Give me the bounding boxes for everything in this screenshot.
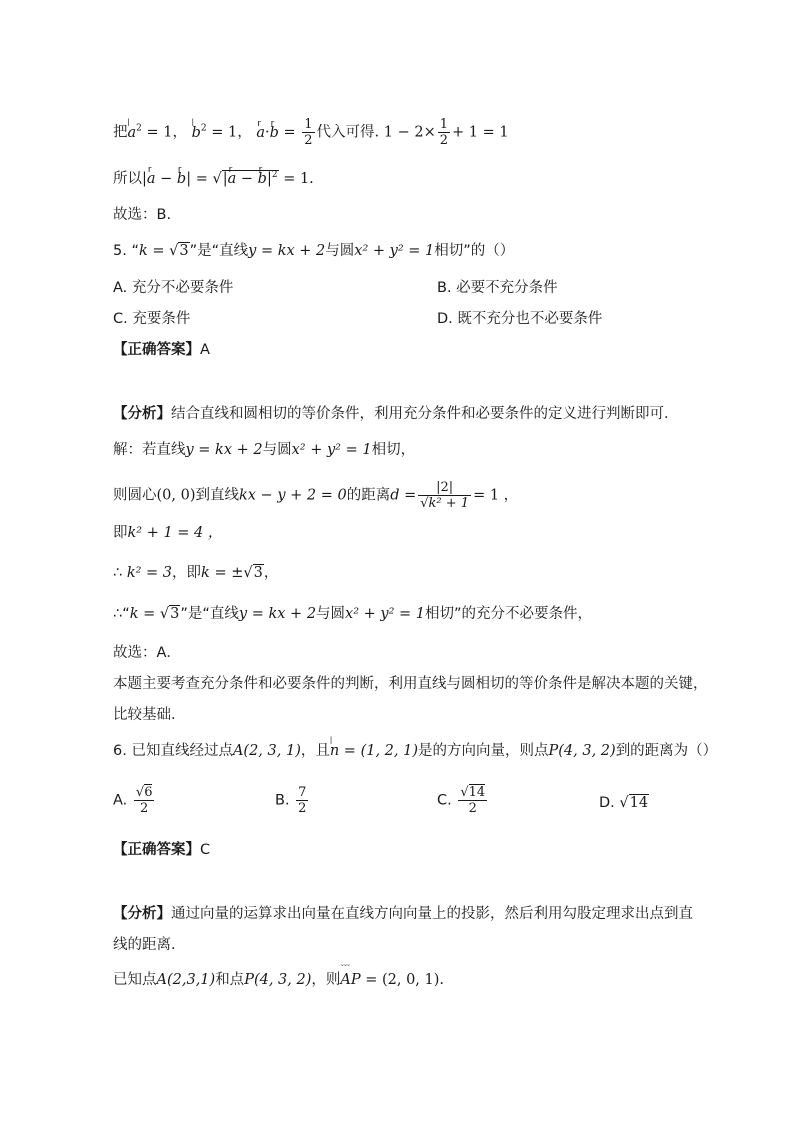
text: 代入可得 xyxy=(316,124,375,141)
q6-answer xyxy=(113,840,210,860)
text: 已知点 xyxy=(113,972,157,988)
text: 则圆心 xyxy=(113,487,157,504)
text: kx − y + 2 = 0 xyxy=(238,487,347,504)
text: 通过向量的运算求出向量在直线方向向量上的投影，然后利用勾股定理求出点到直 xyxy=(171,906,693,922)
analysis-5-step-4: ∴ k² = 3，即k = ±√3， xyxy=(113,565,279,581)
text: ”是“直线 xyxy=(180,606,239,622)
q5-option-d: D. 既不充分也不必要条件 xyxy=(437,311,603,327)
fraction-half: $\frac{1}{2}$ xyxy=(304,117,313,148)
text: y = kx + 2 xyxy=(238,606,317,622)
text: x² + y² = 1 xyxy=(345,606,426,622)
text: 所以 xyxy=(113,171,142,187)
text: A(2, 3, 1) xyxy=(232,743,301,759)
vector-b-squared: ∣ b xyxy=(192,123,201,143)
text: 与圆 xyxy=(325,243,355,259)
text: ， xyxy=(263,565,279,581)
text: = 1 ， xyxy=(473,487,519,504)
vector-a: r a xyxy=(256,123,265,143)
text: = xyxy=(283,124,296,141)
text: 到直线 xyxy=(195,487,239,504)
text: P(4, 3, 2) xyxy=(548,743,616,759)
text: x² + y² = 1 xyxy=(291,442,372,458)
text: ∣ n = (1, 2, 1) xyxy=(330,741,418,761)
text: y = kx + 2 xyxy=(248,243,326,259)
vector-a-squared: ∣ a xyxy=(128,123,137,143)
question-6 xyxy=(113,741,717,761)
q6-option-b: B. $\frac{7}{2}$ xyxy=(275,785,307,816)
text: (0, 0) xyxy=(156,487,196,504)
choose-b: 故选：B. xyxy=(113,207,172,223)
text: 的距离 xyxy=(346,487,391,504)
text-line-magnitude: 所以|r a − r b| = √|r a − r $b|^2 = 1$. xyxy=(113,169,314,189)
text: 6. 已知直线经过点 xyxy=(113,743,233,759)
text: A xyxy=(200,342,210,358)
analysis-5-intro xyxy=(113,404,679,424)
text: ∴ xyxy=(113,565,127,581)
text: = 1， xyxy=(211,124,252,141)
text: 【正确答案】 xyxy=(113,342,200,358)
text: 到的距离为（） xyxy=(615,743,718,759)
q5-option-a: A. 充分不必要条件 xyxy=(113,280,234,296)
text: 是的方向向量，则点 xyxy=(418,743,549,759)
q6-option-a: A. $\frac{√6}{2}$ xyxy=(113,785,153,816)
q5-option-c: C. 充要条件 xyxy=(113,311,191,327)
text: k² + 1 = 4 ， xyxy=(127,525,223,541)
text: ，即 xyxy=(172,565,202,581)
text: B. xyxy=(275,792,290,809)
sqrt-expression: √|r a − r $b|^2$ xyxy=(212,170,278,187)
analysis-6-step-1 xyxy=(113,970,444,990)
text: ，则 xyxy=(311,972,341,988)
q5-option-b: B. 必要不充分条件 xyxy=(437,280,558,296)
text: P(4, 3, 2) xyxy=(244,972,312,988)
text: 相切， xyxy=(371,442,416,458)
text: k = xyxy=(138,243,170,259)
text: C xyxy=(200,842,211,858)
analysis-5-step-1 xyxy=(113,440,415,460)
text: k = xyxy=(129,606,160,622)
q6-option-c: C. $\frac{√14}{2}$ xyxy=(437,785,486,816)
text: ”是“直线 xyxy=(189,243,249,259)
analysis-5-choose: 故选：A． xyxy=(113,645,181,661)
text: C. xyxy=(437,792,452,809)
text: 解：若直线 xyxy=(113,442,186,458)
vector-ap: ˘˘˘ AP xyxy=(340,970,360,990)
text: + 1 = 1 xyxy=(452,124,509,141)
text: 与圆 xyxy=(316,606,346,622)
text: = 1. xyxy=(283,171,314,187)
fraction-half: $\frac{1}{2}$ xyxy=(439,117,449,148)
sqrt-3: √3 xyxy=(169,243,189,259)
analysis-5-summary: 本题主要考查充分条件和必要条件的判断，利用直线与圆相切的等价条件是解决本题的关键， xyxy=(113,676,708,692)
text: 【正确答案】 xyxy=(113,842,200,858)
text: ∴“ xyxy=(113,606,130,622)
text: D. xyxy=(599,795,615,811)
text: 5. “ xyxy=(113,243,139,259)
analysis-5-step-2 xyxy=(113,480,518,511)
question-5 xyxy=(113,241,514,261)
text: 结合直线和圆相切的等价条件，利用充分条件和必要条件的定义进行判断即可． xyxy=(171,406,679,422)
analysis-5-step-5: ∴“k = √3”是“直线y = kx + 2与圆x² + y² = 1相切”的充分不必要条件， xyxy=(113,606,593,622)
q6-option-d: D. √14 xyxy=(599,795,649,811)
text: k² = 3 xyxy=(126,565,173,581)
text: 相切”的（） xyxy=(434,243,515,259)
text: 即 xyxy=(113,525,128,541)
text-line-vector-values: 把∣ $a^2 = 1$， ∣ $b^2 = 1$， r a·r b = $\frac{1}{2}$ 代入可得. 1 − 2× $\frac{1}{2}$ + 1 = 1 xyxy=(113,117,509,148)
text: ，且 xyxy=(300,743,330,759)
text: 【分析】 xyxy=(113,906,171,922)
text: 与圆 xyxy=(262,442,292,458)
text: d = xyxy=(390,487,417,504)
text: 相切”的充分不必要条件， xyxy=(425,606,593,622)
text: = 1， xyxy=(146,124,187,141)
text: k = ± xyxy=(201,565,244,581)
text: 【分析】 xyxy=(113,406,171,422)
text: A. xyxy=(113,792,128,809)
text: 1 − 2× xyxy=(383,124,436,141)
text: = (2, 0, 1). xyxy=(365,972,445,988)
text: 和点 xyxy=(215,972,245,988)
text: A(2,3,1) xyxy=(156,972,216,988)
analysis-5-summary-2: 比较基础． xyxy=(113,707,186,723)
text: 把 xyxy=(113,124,128,141)
analysis-5-step-3 xyxy=(113,523,222,543)
analysis-6-intro xyxy=(113,904,693,924)
q5-answer xyxy=(113,340,210,360)
distance-fraction: $\frac{|2|}{\text{√k² + 1}}$ xyxy=(420,480,470,511)
analysis-6-intro-2: 线的距离. xyxy=(113,937,176,953)
vector-b: r b xyxy=(270,123,279,143)
text: y = kx + 2 xyxy=(185,442,263,458)
text: x² + y² = 1 xyxy=(354,243,435,259)
